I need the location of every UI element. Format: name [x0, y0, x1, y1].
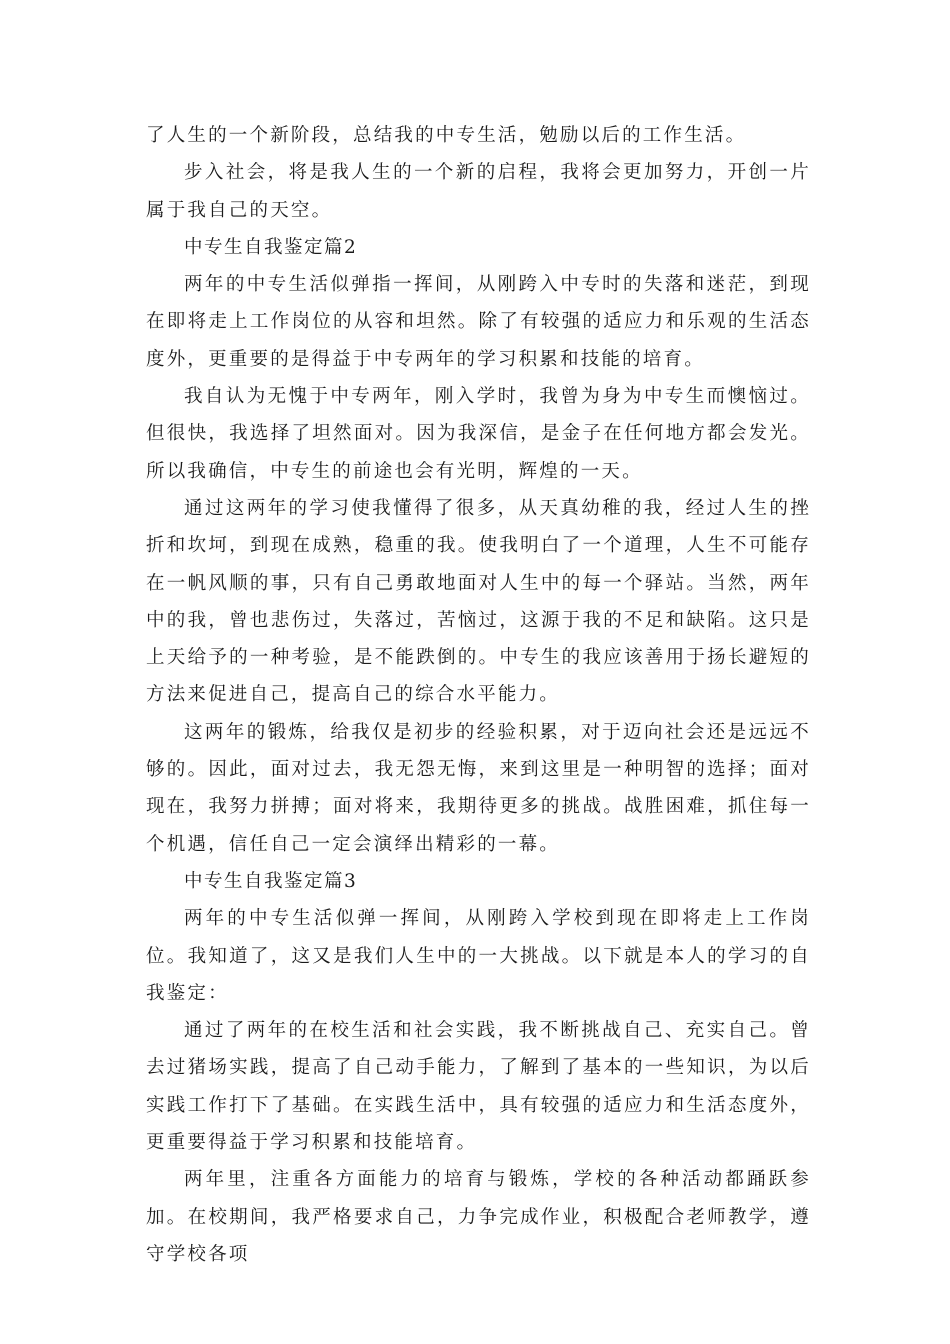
paragraph: 这两年的锻炼，给我仅是初步的经验积累，对于迈向社会还是远远不够的。因此，面对过去，我无怨无悔，来到这里是一种明智的选择；面对现在，我努力拼搏；面对将来，我期待更多的挑战。战胜困难，抓住每一个机遇，信任自己一定会演绎出精彩的一幕。: [146, 721, 811, 855]
paragraph: 步入社会，将是我人生的一个新的启程，我将会更加努力，开创一片属于我自己的天空。: [146, 162, 811, 221]
paragraph: 两年的中专生活似弹指一挥间，从刚跨入中专时的失落和迷茫，到现在即将走上工作岗位的从容和坦然。除了有较强的适应力和乐观的生活态度外，更重要的是得益于中专两年的学习积累和技能的培育。: [146, 274, 811, 370]
paragraph: 通过了两年的在校生活和社会实践，我不断挑战自己、充实自己。曾去过猪场实践，提高了自己动手能力，了解到了基本的一些知识，为以后实践工作打下了基础。在实践生活中，具有较强的适应力和生活态度外，更重要得益于学习积累和技能培育。: [146, 1020, 811, 1154]
paragraph: 两年的中专生活似弹一挥间，从刚跨入学校到现在即将走上工作岗位。我知道了，这又是我们人生中的一大挑战。以下就是本人的学习的自我鉴定：: [146, 908, 811, 1004]
paragraph: 我自认为无愧于中专两年，刚入学时，我曾为身为中专生而懊恼过。但很快，我选择了坦然面对。因为我深信，是金子在任何地方都会发光。所以我确信，中专生的前途也会有光明，辉煌的一天。: [146, 386, 811, 482]
document-body: [146, 117, 811, 1273]
section-heading: 中专生自我鉴定篇3: [184, 870, 358, 892]
section-heading: 中专生自我鉴定篇2: [184, 236, 358, 258]
paragraph: 两年里，注重各方面能力的培育与锻炼，学校的各种活动都踊跃参加。在校期间，我严格要求自己，力争完成作业，积极配合老师教学，遵守学校各项: [146, 1169, 811, 1265]
paragraph: 通过这两年的学习使我懂得了很多，从天真幼稚的我，经过人生的挫折和坎坷，到现在成熟，稳重的我。使我明白了一个道理，人生不可能存在一帆风顺的事，只有自己勇敢地面对人生中的每一个驿站。当然，两年中的我，曾也悲伤过，失落过，苦恼过，这源于我的不足和缺陷。这只是上天给予的一种考验，是不能跌倒的。中专生的我应该善用于扬长避短的方法来促进自己，提高自己的综合水平能力。: [146, 497, 811, 706]
paragraph: 了人生的一个新阶段，总结我的中专生活，勉励以后的工作生活。: [146, 125, 747, 146]
